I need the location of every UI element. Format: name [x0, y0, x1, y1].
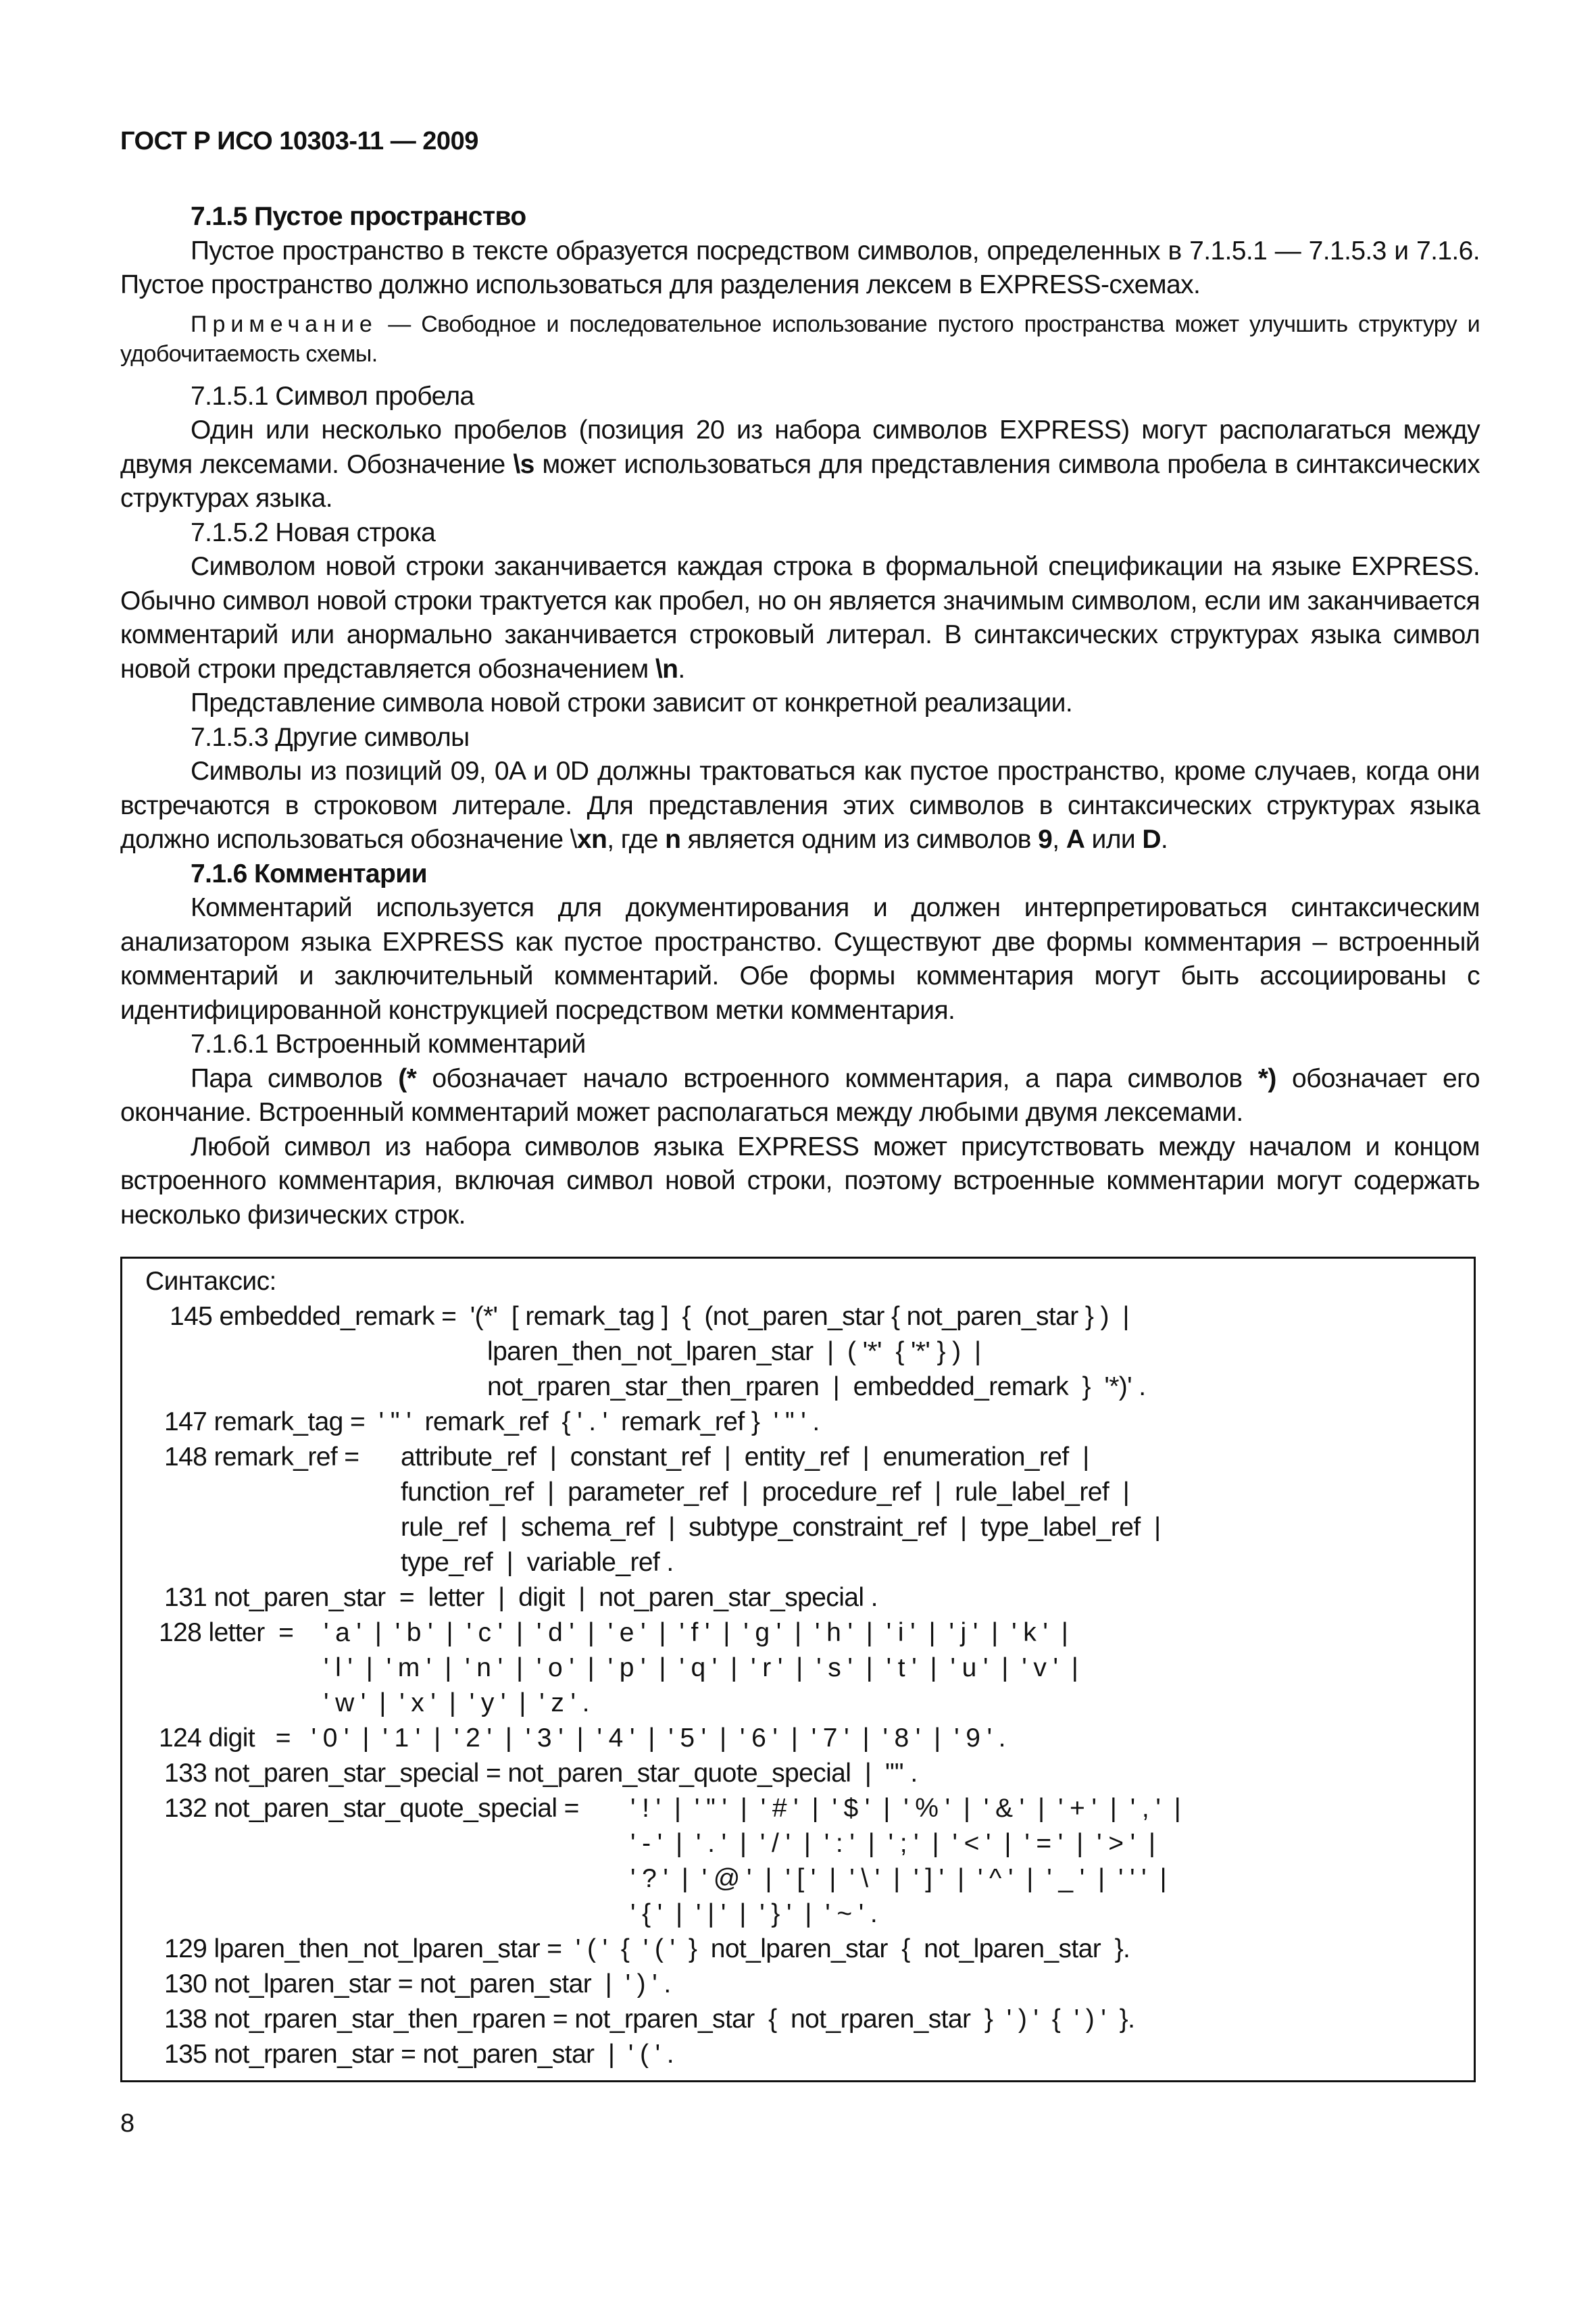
paragraph-embedded-remark-content: Любой символ из набора символов языка EXPRESS может присутствовать между началом и концом встроенного комментария, включая символ новой строки, поэтому встроенные комментарии могут содержать несколько физических строк. — [120, 1132, 1480, 1230]
syntax-line: 145 embedded_remark = '(*' [ remark_tag ] { (not_paren_star { not_paren_star } ) | — [170, 1302, 1129, 1331]
paragraph-other-symbols: Символы из позиций 09, 0A и 0D должны трактоваться как пустое пространство, кроме случаев, когда они встречаются в строковом литерале. Для представления этих символов в синтаксических структурах языка должно использоваться обозначение \xn, где n является одним из символов 9, A или D. — [120, 757, 1480, 854]
body-text — [120, 200, 1480, 1232]
paragraph-space: Один или несколько пробелов (позиция 20 из набора символов EXPRESS) могут располагаться между двумя лексемами. Обозначение \s может использоваться для представления символа пробела в синтаксических структурах языка. — [120, 416, 1480, 513]
syntax-line: ' ! ' | ' " ' | ' # ' | ' $ ' | ' % ' | ' & ' | ' + ' | ' , ' | — [630, 1794, 1181, 1823]
syntax-line: function_ref | parameter_ref | procedure_ref | rule_label_ref | — [401, 1478, 1130, 1507]
syntax-line: 138 not_rparen_star_then_rparen = not_rparen_star { not_rparen_star } ' ) ' { ' ) ' }. — [164, 2005, 1135, 2034]
note-label: Примечание — [191, 311, 378, 337]
syntax-line: 124 digit = ' 0 ' | ' 1 ' | ' 2 ' | ' 3 ' | ' 4 ' | ' 5 ' | ' 6 ' | ' 7 ' | ' 8 ' | ' 9 ' . — [159, 1724, 1005, 1753]
syntax-title: Синтаксис: — [145, 1267, 276, 1296]
section-heading-7-1-5: 7.1.5 Пустое пространство — [191, 202, 526, 231]
syntax-line: 129 lparen_then_not_lparen_star = ' ( ' { ' ( ' } not_lparen_star { not_lparen_star }. — [164, 1934, 1130, 1963]
syntax-line: attribute_ref | constant_ref | entity_ref | enumeration_ref | — [401, 1442, 1089, 1472]
page-number: 8 — [120, 2109, 135, 2138]
paragraph-embedded-remark: Пара символов (* обозначает начало встроенного комментария, а пара символов *) обозначает его окончание. Встроенный комментарий может располагаться между любыми двумя лексемами. — [120, 1063, 1480, 1127]
syntax-line: ' l ' | ' m ' | ' n ' | ' o ' | ' p ' | ' q ' | ' r ' | ' s ' | ' t ' | ' u ' | ' v ' | — [324, 1653, 1078, 1682]
syntax-line: 147 remark_tag = ' " ' remark_ref { ' . ' remark_ref } ' " ' . — [164, 1407, 820, 1436]
subsection-heading-7-1-5-1: 7.1.5.1 Символ пробела — [191, 381, 474, 411]
syntax-line: 132 not_paren_star_quote_special = — [164, 1794, 579, 1823]
subsection-heading-7-1-5-3: 7.1.5.3 Другие символы — [191, 722, 470, 752]
syntax-box — [120, 1257, 1476, 2082]
syntax-line: ' a ' | ' b ' | ' c ' | ' d ' | ' e ' | ' f ' | ' g ' | ' h ' | ' i ' | ' j ' | ' k ' | — [324, 1618, 1068, 1647]
syntax-line: lparen_then_not_lparen_star | ( '*' { '*' } ) | — [487, 1337, 981, 1366]
syntax-line: type_ref | variable_ref . — [401, 1548, 674, 1577]
syntax-line: ' ? ' | ' @ ' | ' [ ' | ' \ ' | ' ] ' | ' ^ ' | ' _ ' | ' ' ' | — [630, 1864, 1167, 1893]
section-heading-7-1-6: 7.1.6 Комментарии — [191, 859, 427, 888]
subsection-heading-7-1-5-2: 7.1.5.2 Новая строка — [191, 518, 436, 547]
syntax-line: ' w ' | ' x ' | ' y ' | ' z ' . — [324, 1688, 589, 1717]
syntax-line: ' - ' | ' . ' | ' / ' | ' : ' | ' ; ' | ' < ' | ' = ' | ' > ' | — [630, 1829, 1155, 1858]
syntax-line: 130 not_lparen_star = not_paren_star | ' ) ' . — [164, 1969, 671, 1998]
syntax-line: not_rparen_star_then_rparen | embedded_remark } '*)' . — [487, 1372, 1146, 1401]
syntax-line: 128 letter = — [159, 1618, 294, 1647]
syntax-line: 148 remark_ref = — [164, 1442, 359, 1472]
syntax-line: 133 not_paren_star_special = not_paren_star_quote_special | '''' . — [164, 1759, 918, 1788]
syntax-line: 131 not_paren_star = letter | digit | not_paren_star_special . — [164, 1583, 878, 1612]
subsection-heading-7-1-6-1: 7.1.6.1 Встроенный комментарий — [191, 1030, 586, 1059]
standard-header: ГОСТ Р ИСО 10303-11 — 2009 — [120, 127, 478, 155]
syntax-line: rule_ref | schema_ref | subtype_constraint_ref | type_label_ref | — [401, 1513, 1161, 1542]
paragraph-comments: Комментарий используется для документирования и должен интерпретироваться синтаксическим анализатором языка EXPRESS как пустое пространство. Существуют две формы комментария – встроенный комментарий и заключительный комментарий. Обе формы комментария могут быть ассоциированы с идентифицированной конструкцией посредством метки комментария. — [120, 893, 1480, 1025]
syntax-line: 135 not_rparen_star = not_paren_star | ' ( ' . — [164, 2040, 674, 2069]
paragraph-newline-impl: Представление символа новой строки зависит от конкретной реализации. — [191, 688, 1073, 718]
paragraph-newline: Символом новой строки заканчивается каждая строка в формальной спецификации на языке EXPRESS. Обычно символ новой строки трактуется как пробел, но он является значимым символом, если им заканчивается комментарий или анормально заканчивается строковый литерал. В синтаксических структурах языка символ новой строки представляется обозначением \n. — [120, 552, 1480, 684]
note-text: — Свободное и последовательное использование пустого пространства может улучшить структуру и удобочитаемость схемы. — [120, 311, 1480, 367]
paragraph-whitespace: Пустое пространство в тексте образуется посредством символов, определенных в 7.1.5.1 — 7.1.5.3 и 7.1.6. Пустое пространство должно использоваться для разделения лексем в EXPRESS-схемах. — [120, 236, 1480, 299]
note — [120, 309, 1480, 369]
syntax-line: ' { ' | ' | ' | ' } ' | ' ~ ' . — [630, 1899, 878, 1928]
